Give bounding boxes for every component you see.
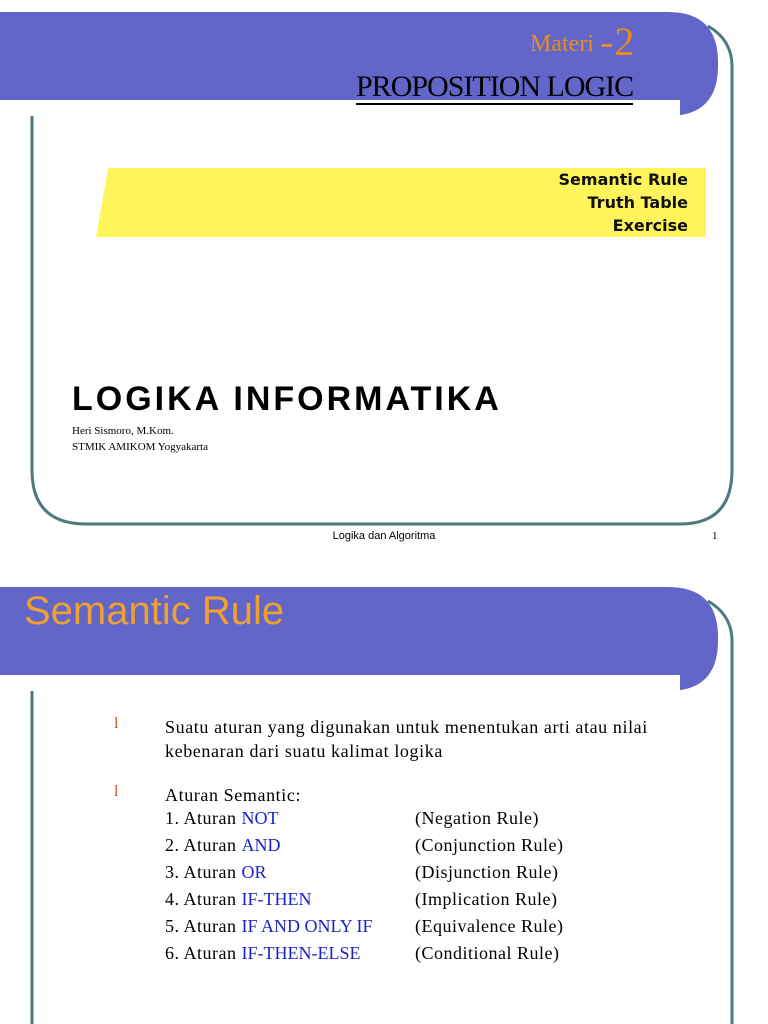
bullet-icon: l <box>114 783 119 800</box>
institution-name: STMIK AMIKOM Yogyakarta <box>72 441 208 453</box>
course-title: LOGIKA INFORMATIKA <box>72 380 502 418</box>
bullet-icon: l <box>114 715 119 732</box>
rule-keyword: OR <box>241 862 267 882</box>
rules-heading: Aturan Semantic: <box>165 785 302 805</box>
slide-footer: Logika dan Algoritma <box>332 530 436 542</box>
rule-keyword: IF-THEN <box>241 889 312 909</box>
slide-1-subtitle: PROPOSITION LOGIC <box>356 70 634 103</box>
rule-description: (Implication Rule) <box>415 889 558 909</box>
rule-description: (Equivalence Rule) <box>415 916 564 936</box>
definition-paragraph: Suatu aturan yang digunakan untuk menentukan arti atau nilai kebenaran dari suatu kalimat logika <box>165 717 648 761</box>
slide-2-title: Semantic Rule <box>24 589 285 633</box>
topic-exercise: Exercise <box>612 216 688 235</box>
materi-label: Materi -2 <box>530 19 636 64</box>
author-name: Heri Sismoro, M.Kom. <box>72 425 174 437</box>
materi-separator: - <box>599 19 615 64</box>
rule-description: (Conditional Rule) <box>415 943 560 963</box>
topic-list <box>559 168 688 237</box>
page-number: 1 <box>712 530 718 542</box>
rule-description: (Disjunction Rule) <box>415 862 559 882</box>
rule-keyword: AND <box>241 835 281 855</box>
topic-truth-table: Truth Table <box>587 193 688 212</box>
rule-keyword: IF AND ONLY IF <box>241 916 373 936</box>
topic-semantic-rule: Semantic Rule <box>558 170 688 189</box>
slide-2: Semantic Rule l Suatu aturan yang digunakan untuk menentukan arti atau nilai kebenaran dari suatu kalimat logika l Aturan Semantic: 1. Aturan NOT (Negation Rule) 2. Aturan AND (Conjunction Rule) 3. Aturan OR (Disjunction Rule) 4. Aturan IF-THEN (Implication Rule) 5. Aturan IF AND ONLY IF (Equivalence Rule) 6. Aturan IF-THEN-ELSE (Conditional Rule) <box>0 575 768 1024</box>
rule-description: (Conjunction Rule) <box>415 835 564 855</box>
rule-description: (Negation Rule) <box>415 808 539 828</box>
rule-keyword: IF-THEN-ELSE <box>241 943 361 963</box>
materi-number: 2 <box>614 19 636 64</box>
rule-keyword: NOT <box>241 808 279 828</box>
